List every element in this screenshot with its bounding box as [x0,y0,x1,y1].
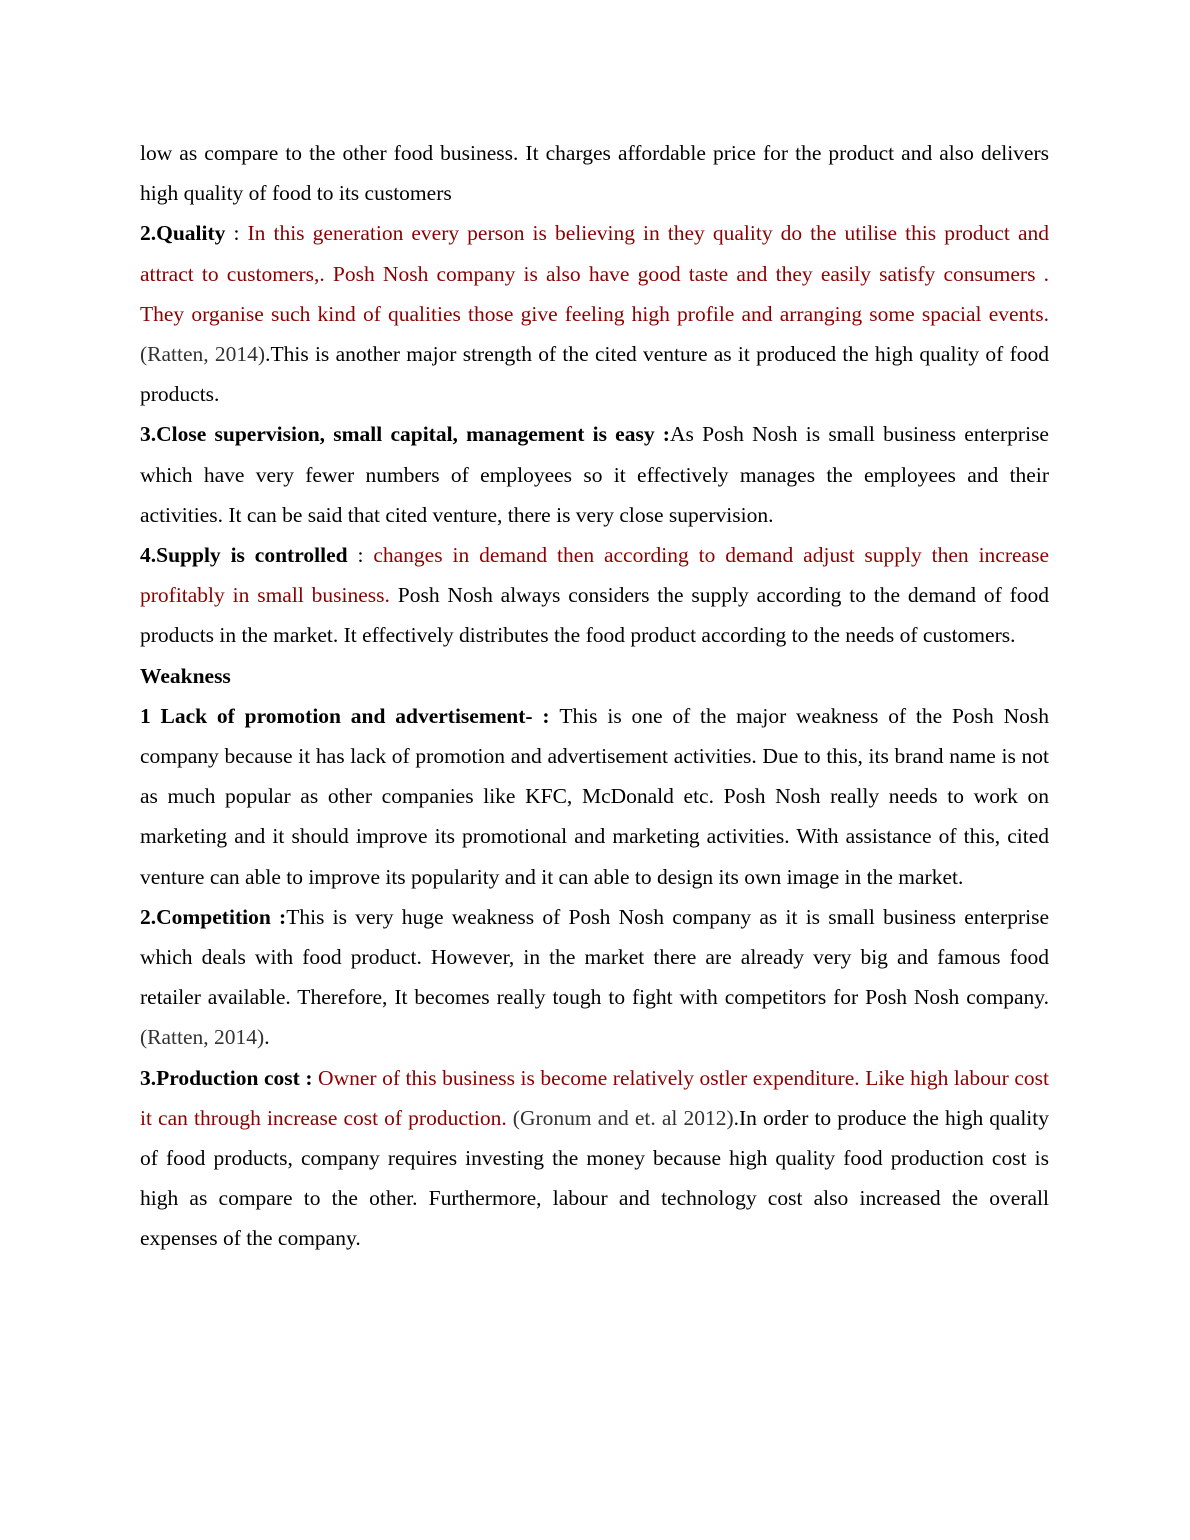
paragraph-text: Posh Nosh always considers the supply according to the demand of food products in the market. It effectively distributes the food product according to the needs of customers. [140,583,1049,648]
paragraph-text: As Posh Nosh is small business enterprise which have very fewer numbers of employees so it effectively manages the employees and their activities. It can be said that cited venture, there is very close supervision. [140,422,1049,527]
paragraph-production-cost [140,1058,1049,1259]
separator: : [347,543,374,568]
production-cost-heading: 3.Production cost : [140,1065,319,1090]
weakness-heading: Weakness [140,663,231,688]
promotion-heading: 1 Lack of promotion and advertisement- : [140,703,560,728]
citation: (Gronum and et. al 2012) [506,1105,734,1130]
paragraph-close-supervision [140,414,1049,535]
paragraph-competition [140,897,1049,1058]
paragraph-supply [140,535,1049,656]
close-supervision-heading: 3.Close supervision, small capital, management is easy : [140,422,670,447]
highlighted-text: changes in demand then according to demand adjust supply then increase profitably in small business. [140,543,1049,608]
citation: (Ratten, 2014) [140,342,266,367]
paragraph-text: .In order to produce the high quality of food products, company requires investing the money because high quality food production cost is high as compare to the other. Furthermore, labour and technology cost also increased the overall expenses of the company. [140,1105,1049,1251]
paragraph-continuation [140,133,1049,213]
highlighted-text: Owner of this business is become relatively ostler expenditure. Like high labour cost it can through increase cost of production. [140,1065,1049,1130]
quality-heading: 2.Quality [140,221,226,246]
citation: (Ratten, 2014) [140,1025,265,1050]
paragraph-text: This is one of the major weakness of the Posh Nosh company because it has lack of promotion and advertisement activities. Due to this, its brand name is not as much popular as other companies like KFC, McDonald etc. Posh Nosh really needs to work on marketing and it should improve its promotional and marketing activities. With assistance of this, cited venture can able to improve its popularity and it can able to design its own image in the market. [140,703,1049,889]
competition-heading: 2.Competition : [140,904,287,929]
paragraph-end: . [264,1025,270,1050]
paragraph-quality [140,213,1049,414]
paragraph-text: .This is another major strength of the cited venture as it produced the high quality of food products. [140,342,1049,407]
supply-heading: 4.Supply is controlled [140,543,348,568]
document-page [140,133,1049,1259]
separator: : [225,221,248,246]
paragraph-promotion [140,696,1049,897]
paragraph-text: low as compare to the other food business. It charges affordable price for the product and also delivers high quality of food to its customers [140,141,1049,206]
highlighted-text: In this generation every person is believing in they quality do the utilise this product and attract to customers,. Posh Nosh company is also have good taste and they easily satisfy consumers . They organise such kind of qualities those give feeling high profile and arranging some spacial events. [140,221,1049,326]
paragraph-text: This is very huge weakness of Posh Nosh company as it is small business enterprise which deals with food product. However, in the market there are already very big and famous food retailer available. Therefore, It becomes really tough to fight with competitors for Posh Nosh company. [140,904,1049,1010]
